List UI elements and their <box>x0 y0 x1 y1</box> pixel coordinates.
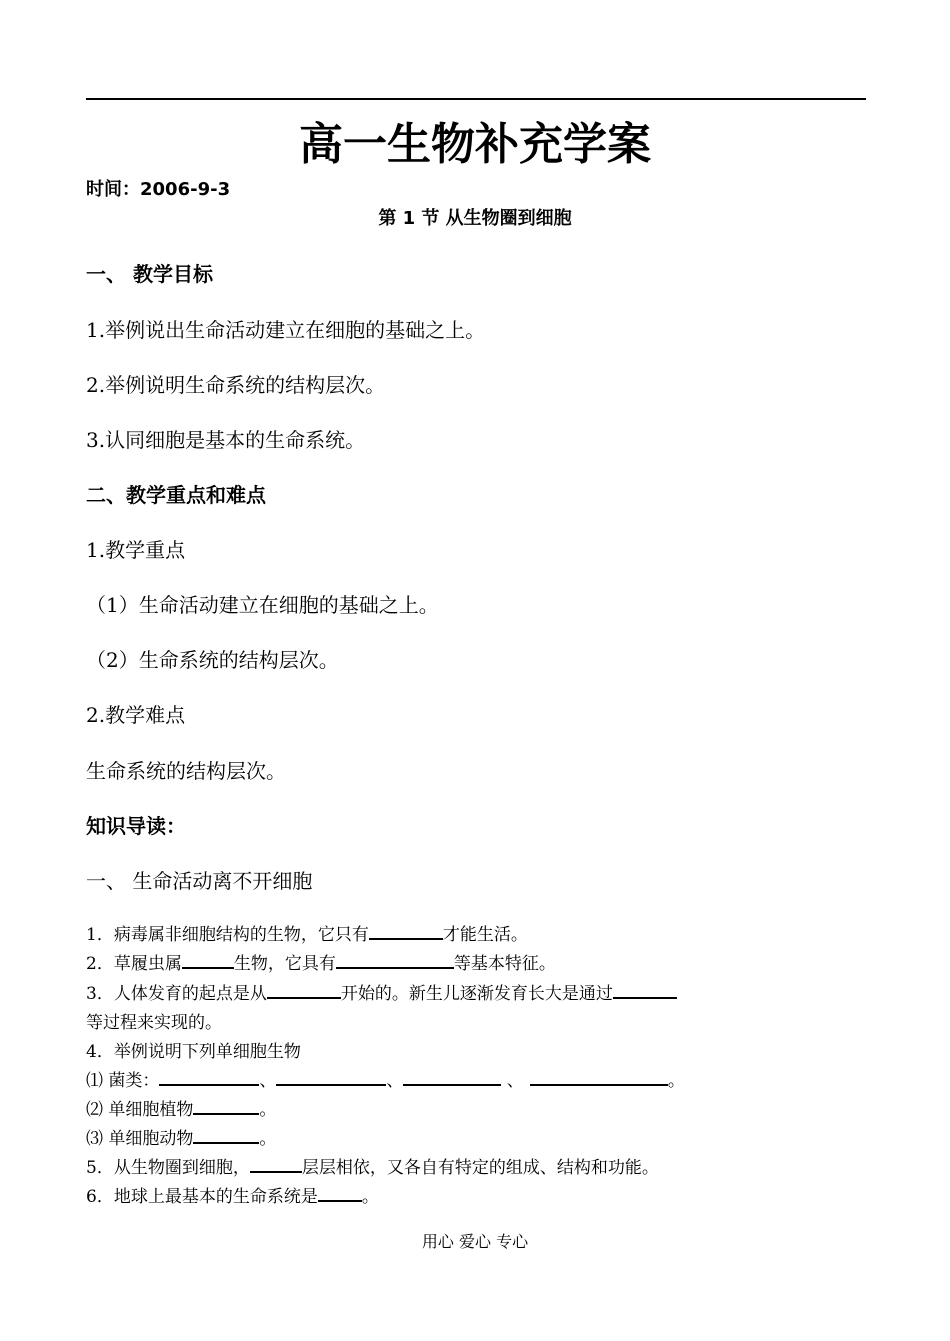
answer-blank[interactable] <box>193 1096 259 1115</box>
difficult-text: 生命系统的结构层次。 <box>86 759 286 783</box>
answer-blank[interactable] <box>336 950 454 969</box>
guide-subheading: 一、 生命活动离不开细胞 <box>86 869 313 893</box>
key-title: 1.教学重点 <box>86 538 186 562</box>
objectives-heading: 一、 教学目标 <box>86 262 213 286</box>
section-title: 第 1 节 从生物圈到细胞 <box>378 208 572 229</box>
key-item: （1）生命活动建立在细胞的基础之上。 <box>86 593 439 617</box>
objective-item: 1.举例说出生命活动建立在细胞的基础之上。 <box>86 318 486 342</box>
answer-blank[interactable] <box>369 921 443 940</box>
page-title: 高一生物补充学案 <box>299 119 651 170</box>
guide-heading: 知识导读： <box>86 814 186 838</box>
question-4-2: ⑵ 单细胞植物 。 <box>86 1095 276 1120</box>
question-6: 6．地球上最基本的生命系统是 。 <box>86 1182 379 1207</box>
question-4-3: ⑶ 单细胞动物 。 <box>86 1124 276 1149</box>
answer-blank[interactable] <box>276 1067 386 1086</box>
question-2: 2．草履虫属 生物，它具有 等基本特征。 <box>86 949 556 974</box>
answer-blank[interactable] <box>182 950 234 969</box>
answer-blank[interactable] <box>318 1183 362 1202</box>
question-1: 1．病毒属非细胞结构的生物，它只有 才能生活。 <box>86 920 528 945</box>
difficult-title: 2.教学难点 <box>86 703 186 727</box>
keypoints-heading: 二、教学重点和难点 <box>86 483 266 507</box>
answer-blank[interactable] <box>267 980 341 999</box>
answer-blank[interactable] <box>250 1154 302 1173</box>
answer-blank[interactable] <box>403 1067 501 1086</box>
objective-item: 3.认同细胞是基本的生命系统。 <box>86 428 366 452</box>
question-3-continued: 等过程来实现的。 <box>86 1013 222 1033</box>
date-line: 时间：2006-9-3 <box>86 179 231 200</box>
answer-blank[interactable] <box>193 1125 259 1144</box>
key-item: （2）生命系统的结构层次。 <box>86 648 339 672</box>
answer-blank[interactable] <box>159 1067 259 1086</box>
answer-blank[interactable] <box>613 980 677 999</box>
answer-blank[interactable] <box>530 1067 668 1086</box>
page-footer: 用心 爱心 专心 <box>421 1232 529 1251</box>
question-3: 3．人体发育的起点是从 开始的。新生儿逐渐发育长大是通过 <box>86 979 677 1004</box>
question-4-1: ⑴ 菌类： 、 、 、 。 <box>86 1066 685 1091</box>
header-rule <box>86 98 866 100</box>
objective-item: 2.举例说明生命系统的结构层次。 <box>86 373 386 397</box>
question-5: 5．从生物圈到细胞， 层层相依，又各自有特定的组成、结构和功能。 <box>86 1153 659 1178</box>
question-4: 4．举例说明下列单细胞生物 <box>86 1042 301 1062</box>
